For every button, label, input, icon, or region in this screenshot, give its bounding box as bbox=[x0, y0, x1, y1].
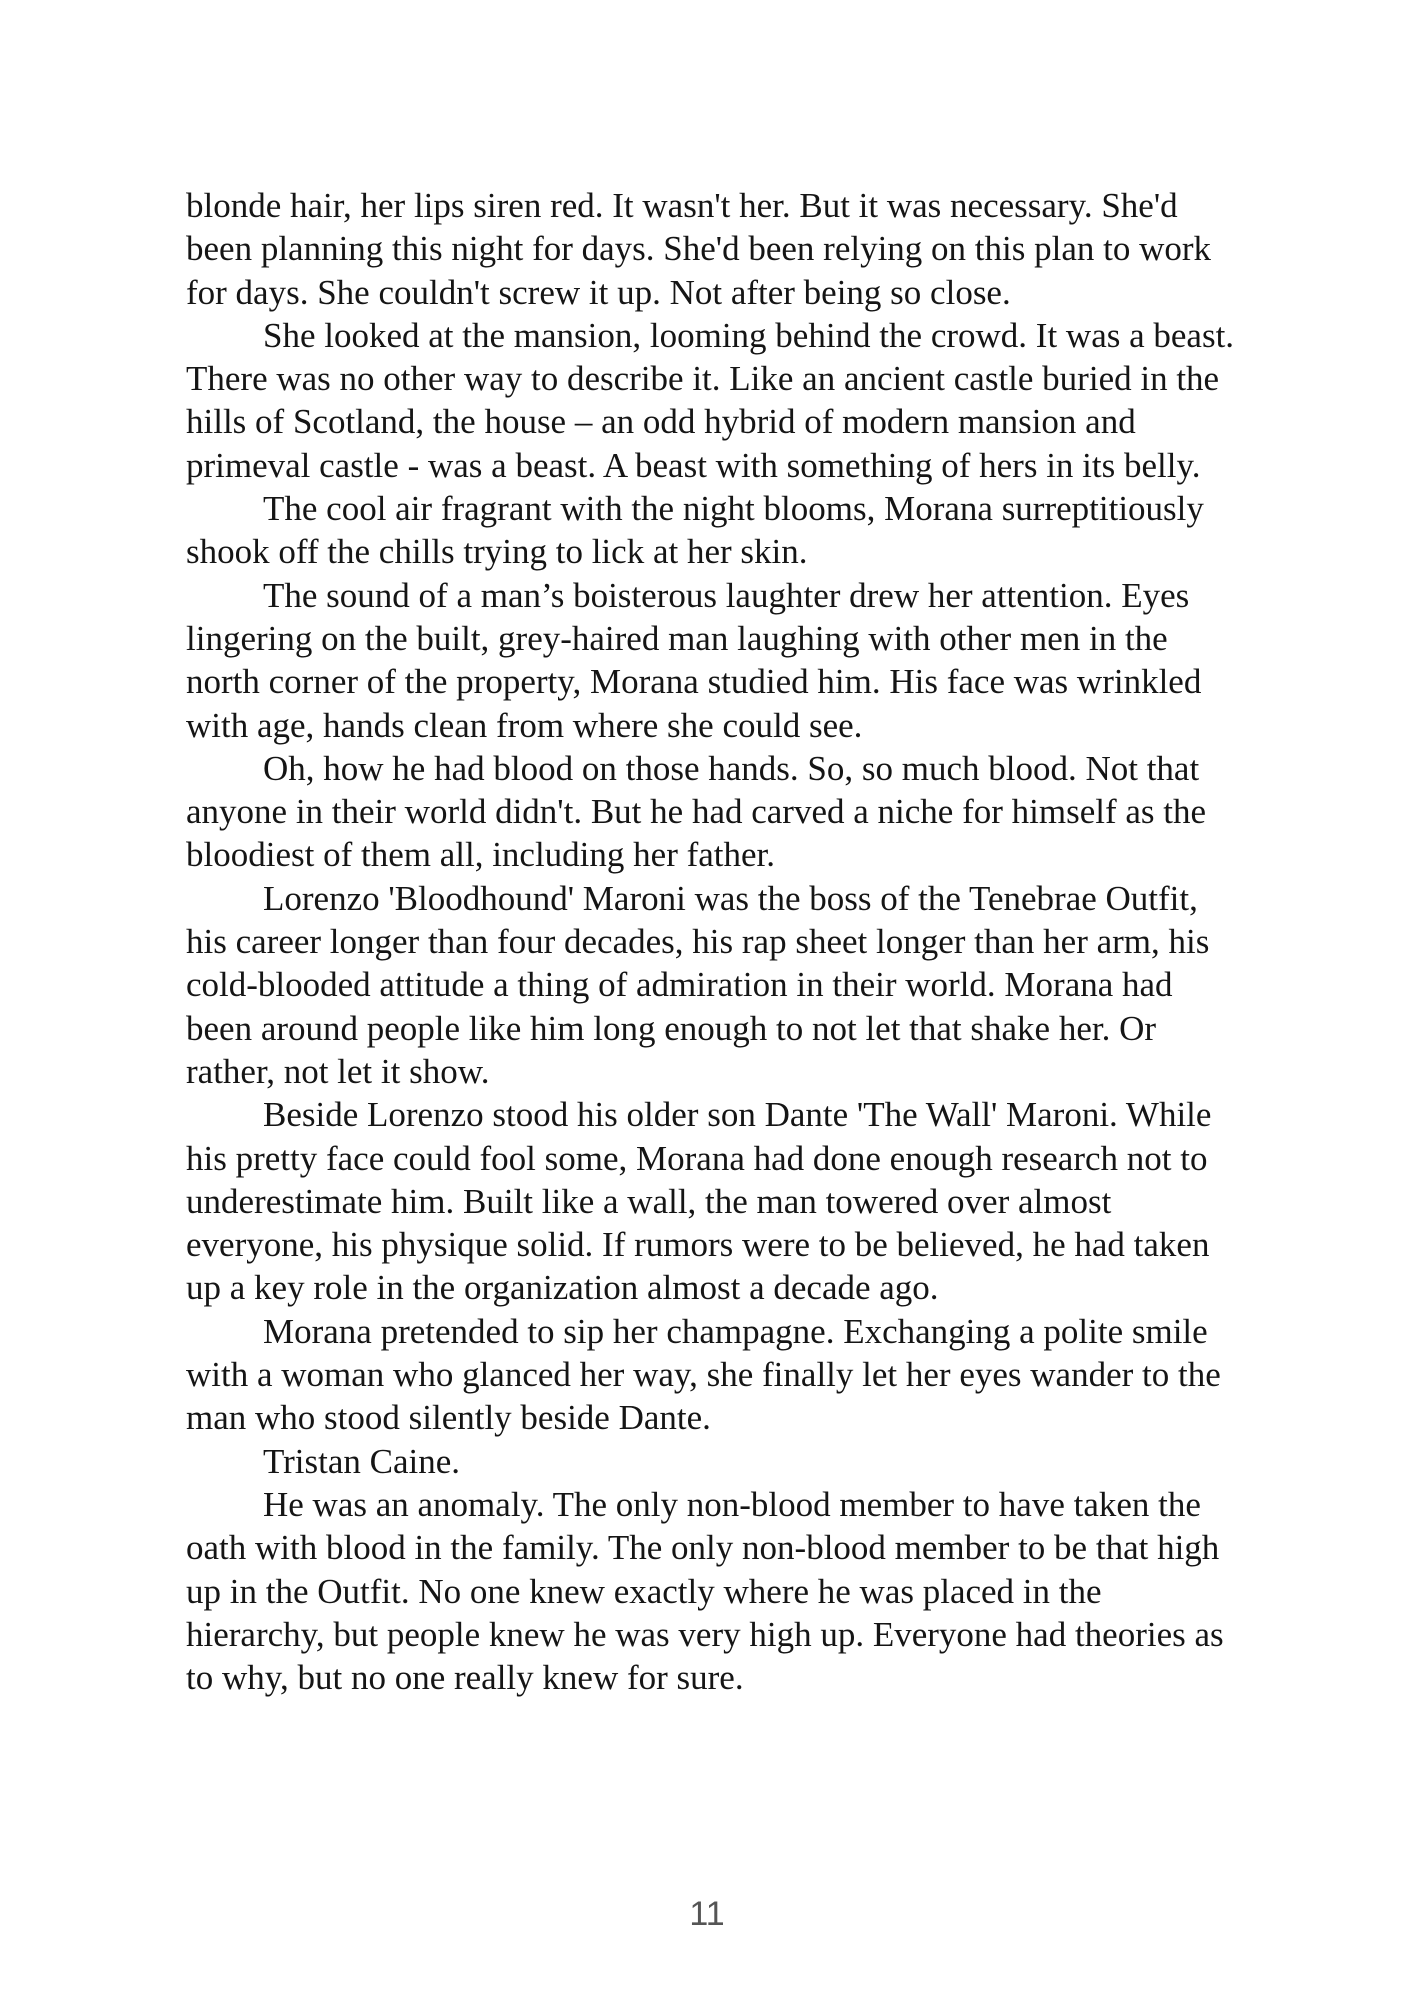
paragraph: The cool air fragrant with the night blooms, Morana surreptitiously shook off the chills trying to lick at her skin. bbox=[186, 489, 1204, 572]
paragraph-continued: blonde hair, her lips siren red. It wasn't her. But it was necessary. She'd been planning this night for days. She'd been relying on this plan to work for days. She couldn't screw it up. Not after being so close. bbox=[186, 186, 1212, 312]
paragraph: She looked at the mansion, looming behind the crowd. It was a beast. There was no other way to describe it. Like an ancient castle buried in the hills of Scotland, the house – an odd hybrid of modern mansion and primeval castle - was a beast. A beast with something of hers in its belly. bbox=[186, 315, 1235, 485]
paragraph: Morana pretended to sip her champagne. Exchanging a polite smile with a woman who glanced her way, she finally let her eyes wander to the man who stood silently beside Dante. bbox=[186, 1311, 1221, 1438]
paragraph: The sound of a man’s boisterous laughter drew her attention. Eyes lingering on the built, grey-haired man laughing with other men in the north corner of the property, Morana studied him. His face was wrinkled with age, hands clean from where she could see. bbox=[186, 575, 1202, 745]
page-body-text bbox=[186, 184, 1246, 1699]
paragraph: Oh, how he had blood on those hands. So, so much blood. Not that anyone in their world didn't. But he had carved a niche for himself as the bloodiest of them all, including her father. bbox=[186, 748, 1207, 875]
page-number: 11 bbox=[689, 1895, 725, 1933]
paragraph: Tristan Caine. bbox=[263, 1441, 461, 1481]
paragraph: He was an anomaly. The only non-blood member to have taken the oath with blood in the family. The only non-blood member to be that high up in the Outfit. No one knew exactly where he was placed in the hierarchy, but people knew he was very high up. Everyone had theories as to why, but no one really knew for sure. bbox=[186, 1484, 1224, 1698]
paragraph: Beside Lorenzo stood his older son Dante 'The Wall' Maroni. While his pretty face could fool some, Morana had done enough research not to underestimate him. Built like a wall, the man towered over almost everyone, his physique solid. If rumors were to be believed, he had taken up a key role in the organization almost a decade ago. bbox=[186, 1095, 1212, 1308]
paragraph: Lorenzo 'Bloodhound' Maroni was the boss of the Tenebrae Outfit, his career longer than four decades, his rap sheet longer than her arm, his cold-blooded attitude a thing of admiration in their world. Morana had been around people like him long enough to not let that shake her. Or rather, not let it show. bbox=[186, 878, 1210, 1091]
